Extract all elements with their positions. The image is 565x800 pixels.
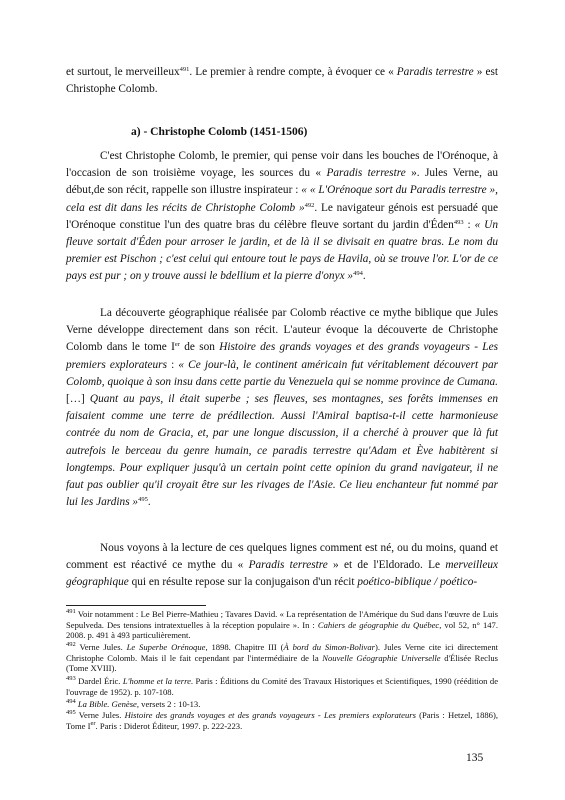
italic-run: Histoire des grands voyages et des grands voyageurs - Les premiers explorateurs <box>124 710 416 720</box>
footnote-491 <box>66 609 498 641</box>
text-run: . Paris : Éditions du Comité des Travaux Historiques et Scientifiques, 1990 (réédition de l'ouvrage de 1952). p. 107-108. <box>66 676 499 697</box>
text-run: ). Jules Verne cite ici directement Christophe Colomb. Mais il le fait cependant par l'intermédiaire de la <box>66 642 498 663</box>
text-run: d'Élisée Reclus (Tome XVIII). <box>66 652 498 674</box>
italic-run: Le Superbe Orénoque <box>126 642 206 652</box>
italic-run: La Bible. Genèse <box>75 699 137 709</box>
text-run: Nous voyons à la lecture de ces quelques lignes comment est né, ou du moins, quand et comment est réactivé ce mythe du « <box>66 542 498 572</box>
text-run: de son <box>179 341 220 354</box>
footnote-493 <box>66 676 498 697</box>
text-run: . <box>362 270 366 283</box>
text-run: , vol 52, n° 147. 2008. p. 491 à 493 particulièrement. <box>66 619 498 641</box>
text-run: Dardel Éric. <box>75 676 123 686</box>
text-run: […] <box>66 393 90 406</box>
footnote-ref[interactable]: 495 <box>138 496 148 504</box>
text-run: et surtout, le merveilleux <box>66 66 180 78</box>
text-run: , versets 2 : 10-13. <box>136 699 201 709</box>
text-run: Verne Jules. <box>75 710 125 720</box>
footnote-separator <box>66 605 206 606</box>
footnote-ref[interactable]: 492 <box>304 201 315 209</box>
page-number: 135 <box>466 752 484 764</box>
italic-run: Histoire des grands voyages et des grands voyageurs - Les premiers explorateurs <box>66 341 498 371</box>
italic-run: poético-biblique / poético- <box>357 576 478 589</box>
footnote-494 <box>66 699 498 710</box>
paragraph-intro <box>66 64 498 98</box>
text-run: ». Jules Verne, au début,de son récit, rappelle son illustre inspirateur : <box>66 167 498 197</box>
italic-run: Nouvelle Géographie Universelle <box>322 652 441 663</box>
text-run: . Le navigateur génois est persuadé que l'Orénoque constitue l'un des quatre bras du célèbre fleuve sortant du jardin d'Éden <box>66 201 498 231</box>
footnote-number: 493 <box>66 675 76 682</box>
text-run: Verne Jules. <box>75 642 127 652</box>
italic-run: L'homme et la terre <box>122 676 191 686</box>
text-run: : <box>463 218 475 231</box>
text-run: (Paris : Hetzel, 1886), Tome I <box>66 710 498 731</box>
italic-run: « « L'Orénoque sort du Paradis terrestre », cela est dit dans les récits de Christophe Colomb » <box>66 184 498 214</box>
footnote-number: 492 <box>66 641 76 648</box>
italic-run: Cahiers de géographie du Québec <box>317 619 440 630</box>
italic-run: Paradis terrestre <box>326 167 406 180</box>
footnote-495 <box>66 710 498 731</box>
text-run: . <box>147 496 151 509</box>
text-run: La découverte géographique réalisée par Colomb réactive ce mythe biblique que Jules Verne développe directement dans son récit. L'auteur évoque la découverte de Christophe Colomb dans le tome I <box>66 307 498 354</box>
text-run: » et de l'Eldorado. Le <box>327 559 446 572</box>
footnote-ref[interactable]: 493 <box>453 218 464 226</box>
footnote-ref[interactable]: 491 <box>179 66 190 73</box>
paragraph-conclusion <box>66 540 498 592</box>
paragraph-colomb <box>66 148 498 286</box>
superscript: er <box>174 341 180 349</box>
footnote-ref[interactable]: 494 <box>353 270 363 278</box>
text-run: , 1898. Chapitre III ( <box>205 642 284 652</box>
italic-run: Quant au pays, il était superbe ; ses fleuves, ses montagnes, ses forêts immenses en faisaient comme une terre de prédilection. Aussi l'Amiral baptisa-t-il cette harmonieuse contrée du nom de Gracia, et, par une longue discussion, il a cherché à prouver que là fut autrefois le berceau du genre humain, ce paradis terrestre qu'Adam et Ève habitèrent si longtemps. Pour expliquer jusqu'à un certain point cette opinion du grand navigateur, il ne faut pas oublier qu'il croyait être sur les rivages de l'Asie. Ce lieu enchanteur fut nommé par lui les Jardins » <box>66 393 498 509</box>
superscript: er <box>90 719 96 727</box>
paragraph-discovery <box>66 305 498 511</box>
text-run: » est Christophe Colomb. <box>66 66 498 96</box>
italic-run: Paradis terrestre <box>248 559 328 572</box>
italic-run: « Un fleuve sortait d'Éden pour arroser le jardin, et de là il se divisait en quatre bras. Le nom du premier est Pischon ; c'est celui qui entoure tout le pays de Havila, où se trouve l'or. L'or de ce pays est pur ; on y trouve aussi le bdellium et la pierre d'onyx » <box>66 218 498 283</box>
section-heading: a) - Christophe Colomb (1451-1506) <box>131 126 308 138</box>
footnote-492 <box>66 642 498 674</box>
italic-run: Paradis terrestre <box>396 66 474 78</box>
italic-run: « Ce jour-là, le continent américain fut véritablement découvert par Colomb, quoique à son insu dans cette partie du Venezuela qui se nomme province de Cumana. <box>66 358 499 388</box>
text-run: : <box>166 358 179 371</box>
italic-run: À bord du Simon-Bolivar <box>283 642 375 652</box>
text-run: Voir notamment : Le Bel Pierre-Mathieu ; Tavares David. « La représentation de l'Amérique du Sud dans l'œuvre de Luis Sepulveda. Des tensions intratextuelles à la réception populaire ». In : <box>66 609 498 630</box>
footnote-number: 491 <box>66 608 76 615</box>
text-run: qui en résulte repose sur la conjugaison d'un récit <box>128 576 358 589</box>
text-run: . Le premier à rendre compte, à évoquer ce « <box>189 66 397 78</box>
italic-run: merveilleux géographique <box>66 559 499 589</box>
footnote-number: 495 <box>66 709 76 716</box>
footnote-number: 494 <box>66 698 76 705</box>
text-run: . Paris : Diderot Éditeur, 1997. p. 222-223. <box>95 720 243 731</box>
text-run: C'est Christophe Colomb, le premier, qui pense voir dans les bouches de l'Orénoque, à l'occasion de son troisième voyage, les sources du « <box>66 150 498 180</box>
